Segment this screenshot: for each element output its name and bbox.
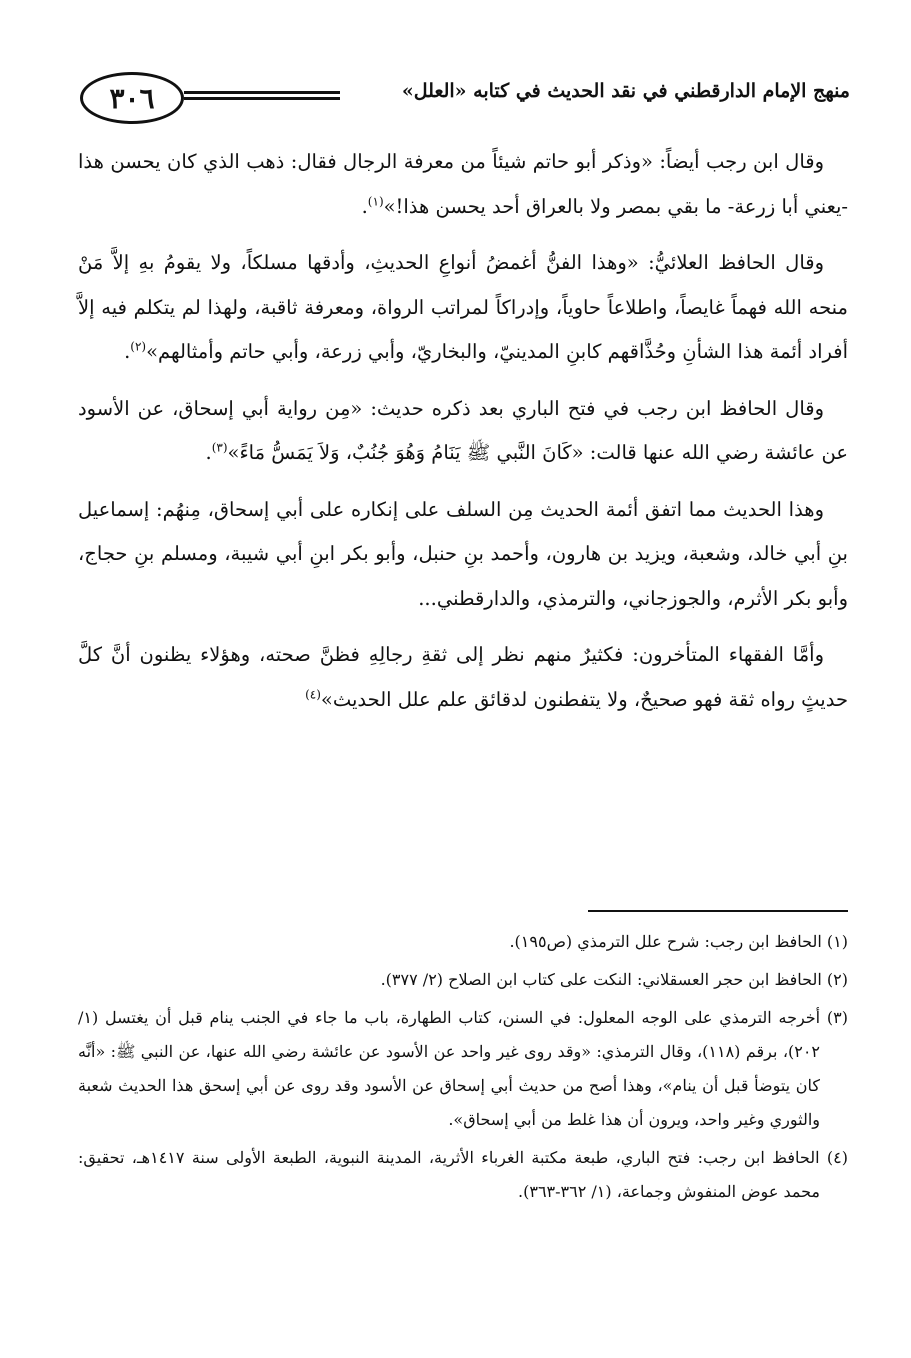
footnote-ref: (٣)	[211, 440, 228, 455]
paragraph-text: وقال الحافظ العلائيُّ: «وهذا الفنُّ أغمضُ أنواعِ الحديثِ، وأدقها مسلكاً، ولا يقومُ بهِ إلاَّ مَنْ منحه الله فهماً غايصاً، واطلاعاً حاوياً، وإدراكاً لمراتب الرواة، ومعرفة ثاقبة، ولهذا لم يتكلم فيه إلاَّ أفراد أئمة هذا الشأنِ وحُذَّاقهم كابنِ المدينيّ، والبخاريّ، وأبي زرعة، وأبي حاتم وأمثالهم»	[78, 251, 848, 363]
paragraph	[78, 633, 848, 722]
paragraph-end: .	[361, 194, 368, 218]
paragraph-end: .	[205, 441, 212, 464]
footnote-ref: (١)	[367, 194, 384, 208]
header-rule	[184, 91, 340, 105]
main-text	[78, 140, 848, 734]
footnotes	[78, 925, 848, 1213]
paragraph-text: وأمَّا الفقهاء المتأخرون: فكثيرٌ منهم نظر إلى ثقةِ رجالِهِ فظنَّ صحته، وهؤلاء يظنون أنَّ كلَّ حديثٍ رواه ثقة فهو صحيحٌ، ولا يتفطنون لدقائق علم علل الحديث»	[78, 643, 848, 711]
paragraph	[78, 387, 848, 476]
footnote-ref: (٢)	[130, 339, 147, 354]
page-header	[80, 70, 850, 130]
footnote-ref: (٤)	[305, 687, 321, 701]
paragraph-end: .	[124, 340, 131, 363]
footnote: (١) الحافظ ابن رجب: شرح علل الترمذي (ص١٩٥).	[509, 932, 848, 951]
running-title: منهج الإمام الدارقطني في نقد الحديث في كتابه «العلل»	[401, 80, 850, 102]
paragraph	[78, 140, 848, 229]
footnote: (٣) أخرجه الترمذي على الوجه المعلول: في السنن، كتاب الطهارة، باب ما جاء في الجنب ينام قبل أن يغتسل (١/ ٢٠٢)، برقم (١١٨)، وقال الترمذي: «وقد روى غير واحد عن الأسود عن عائشة رضي الله عنها، عن النبي ﷺ: «أنَّه كان يتوضأ قبل أن ينام»، وهذا أصح من حديث أبي إسحاق عن الأسود وقد روى عن أبي إسحق هذا الحديث شعبة والثوري وغير واحد، ويرون أن هذا غلط من أبي إسحاق».	[78, 1008, 848, 1129]
footnote: (٤) الحافظ ابن رجب: فتح الباري، طبعة مكتبة الغرباء الأثرية، المدينة النبوية، الطبعة الأولى سنة ١٤١٧هـ، تحقيق: محمد عوض المنفوش وجماعة، (١/ ٣٦٢-٣٦٣).	[78, 1148, 849, 1201]
footnote: (٢) الحافظ ابن حجر العسقلاني: النكت على كتاب ابن الصلاح (٢/ ٣٧٧).	[380, 970, 848, 989]
page-number: ٣٠٦	[80, 72, 184, 124]
paragraph	[78, 241, 848, 375]
paragraph-text: وقال ابن رجب أيضاً: «وذكر أبو حاتم شيئاً من معرفة الرجال فقال: ذهب الذي كان يحسن هذا -يعني أبا زرعة- ما بقي بمصر ولا بالعراق أحد يحسن هذا!»	[78, 150, 848, 218]
footnote-separator	[588, 910, 848, 912]
paragraph	[78, 488, 848, 622]
paragraph-text: وقال الحافظ ابن رجب في فتح الباري بعد ذكره حديث: «مِن رواية أبي إسحاق، عن الأسود عن عائشة رضي الله عنها قالت: «كَانَ النَّبي ﷺ يَنَامُ وَهُوَ جُنُبٌ، وَلاَ يَمَسُّ مَاءً»	[78, 396, 848, 464]
paragraph-text: وهذا الحديث مما اتفق أئمة الحديث مِن السلف على إنكاره على أبي إسحاق، مِنهُم: إسماعيل بنِ أبي خالد، وشعبة، ويزيد بن هارون، وأحمد بنِ حنبل، وأبو بكر ابنِ أبي شيبة، ومسلم بنِ حجاج، وأبو بكر الأثرم، والجوزجاني، والترمذي، والدارقطني...	[78, 497, 848, 610]
